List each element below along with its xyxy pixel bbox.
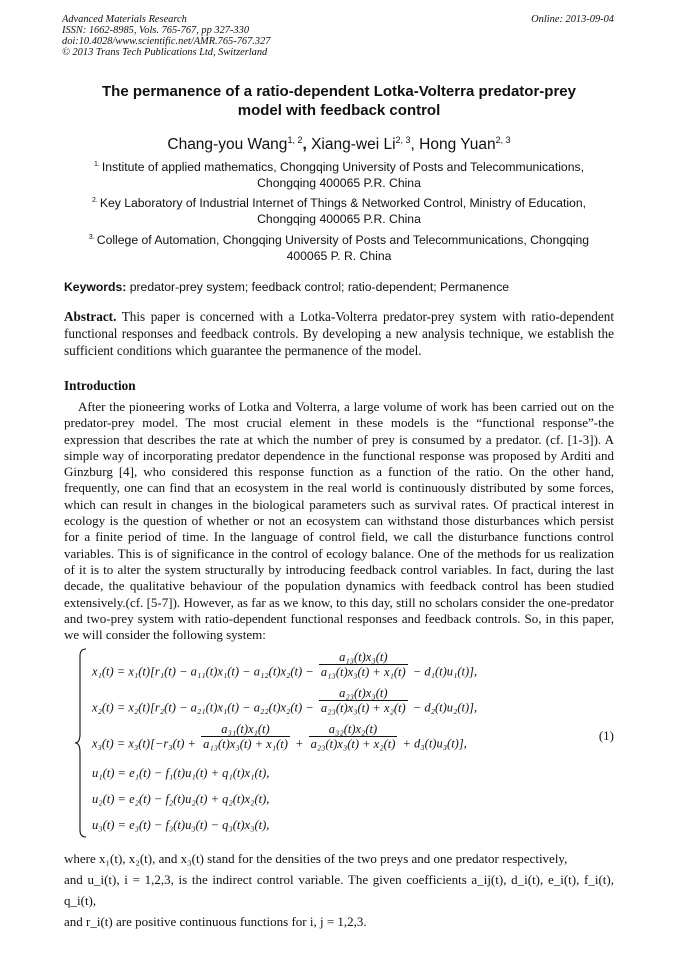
eq3-left: x₃(t) = x₃(t)[−r₃(t) + [92,736,196,751]
author-3: Hong Yuan [419,136,496,153]
eq2-fraction [319,686,408,715]
eq3-plus: + [295,736,304,751]
eq3-numerator-2: a₃₂(t)x₂(t) [309,722,398,737]
eq2-left: x₂(t) = x₂(t)[r₂(t) − a₂₁(t)x₁(t) − a₂₂(t)x₂(t) − [92,700,314,715]
keywords [64,280,614,295]
eq1-fraction [319,650,408,679]
eq1-right: − d₁(t)u₁(t)], [412,664,478,679]
eq2-denominator: a₂₃(t)x₃(t) + x₂(t) [320,701,406,715]
affiliation-1-line1: Institute of applied mathematics, Chongqing University of Posts and Telecommunications, [101,160,584,174]
author-1: Chang-you Wang [167,136,288,153]
left-brace [74,648,88,838]
author-2: Xiang-wei Li [311,136,396,153]
issn-line: ISSN: 1662-8985, Vols. 765-767, pp 327-330 [62,25,250,36]
eq3-fraction-1 [201,722,290,751]
eq1-denominator: a₁₃(t)x₃(t) + x₁(t) [320,665,406,679]
author-2-affil: 2, 3 [395,135,411,145]
where-line-2: and u_i(t), i = 1,2,3, is the indirect control variable. The given coefficients a_ij(t), d_i(t), e_i(t), f_i(t), q_i(t), [64,872,614,908]
title-line-2: model with feedback control [237,102,441,119]
where-line-1: where x₁(t), x₂(t), and x₃(t) stand for the densities of the two preys and one predator respectively, [64,851,568,866]
affiliation-3 [64,230,614,264]
eq1-numerator: a₁₃(t)x₃(t) [319,650,408,665]
author-3-affil: 2, 3 [495,135,511,145]
eq3-right: + d₃(t)u₃(t)], [402,736,467,751]
eq3-numerator-1: a₃₁(t)x₁(t) [201,722,290,737]
title-line-1: The permanence of a ratio-dependent Lotka-Volterra predator-prey [102,83,576,100]
eq3-fraction-2 [309,722,398,751]
keywords-text: predator-prey system; feedback control; ratio-dependent; Permanence [129,280,510,294]
affiliation-2 [64,193,614,227]
affiliation-1 [64,157,614,191]
journal-name: Advanced Materials Research [62,14,187,25]
abstract [64,308,614,359]
equation-number: (1) [598,728,614,743]
keywords-label: Keywords: [64,280,127,294]
equation-system [64,646,614,840]
affiliation-2-line2: Chongqing 400065 P.R. China [257,211,421,226]
equation-x2 [92,686,478,723]
abstract-text: This paper is concerned with a Lotka-Volterra predator-prey system with ratio-dependent functional responses and feedback controls. By developing a new analysis technique, we establish the sufficient conditions which guarantee the permanence of the model. [64,309,614,358]
online-date: Online: 2013-09-04 [531,14,614,25]
equation-u3: u₃(t) = e₃(t) − f₃(t)u₃(t) − q₃(t)x₃(t), [92,818,270,832]
doi-line: doi:10.4028/www.scientific.net/AMR.765-767.327 [62,36,271,47]
variable-definitions [64,848,614,932]
affiliation-3-line2: 400065 P. R. China [286,248,392,263]
eq2-right: − d₂(t)u₂(t)], [412,700,478,715]
copyright-line: © 2013 Trans Tech Publications Ltd, Switzerland [62,47,268,58]
eq2-numerator: a₂₃(t)x₃(t) [319,686,408,701]
author-list: Chang-you Wang$^{1, 2}$, Xiang-wei Li$^{2, 3}$, Hong Yuan$^{2, 3}$ [167,135,511,153]
affiliation-1-mark: 1. [94,161,100,168]
journal-header [62,14,270,58]
paper-title [64,82,614,120]
equation-u1: u₁(t) = e₁(t) − f₁(t)u₁(t) + q₁(t)x₁(t), [92,766,270,780]
where-line-3: and r_i(t) are positive continuous functions for i, j = 1,2,3. [64,914,367,929]
author-1-affil: 1, 2 [287,135,303,145]
section-heading: Introduction [64,378,136,393]
equation-u2: u₂(t) = e₂(t) − f₂(t)u₂(t) + q₂(t)x₂(t), [92,792,270,806]
eq1-left: x₁(t) = x₁(t)[r₁(t) − a₁₁(t)x₁(t) − a₁₂(t)x₂(t) − [92,664,314,679]
affiliation-2-mark: 2. [91,197,98,204]
eq3-denominator-1: a₁₃(t)x₃(t) + x₁(t) [203,737,288,751]
equation-x3 [92,722,467,759]
affiliation-3-mark: 3. [88,234,95,241]
intro-paragraph: After the pioneering works of Lotka and Volterra, a large volume of work has been carried out on the predator-prey model. The most crucial element in these models is the “functional response”-the expression that describes the rate at which the number of prey is consumed by a predator. (cf. [1-3]). A simple way of incorporating predator dependence in the functional response was proposed by Arditi and Ginzburg [4], who considered this response function as a function of the ratio. On the other hand, frequently, one can find that an ecosystem in the real world is continuously distributed by some forces, which can result in changes in the biological parameters such as survival rates. Of practical interest in ecology is the question of whether or not an ecosystem can withstand those disturbances which persist for a finite period of time. In the language of control field, we call the disturbance functions control variables. This is of significance in the control of ecology balance. One of the methods for us realization of it is to alter the system structurally by introducing feedback control variables. In fact, during the last decade, the qualitative behaviour of the population dynamics with feedback control has been studied extensively.(cf. [5-7]). However, as far as we know, to this day, still no scholars consider the one-predator and two-prey system with ratio-dependent functional responses and feedback controls. So, in this paper, we will consider the following system: [64,399,614,643]
affiliation-1-line2: Chongqing 400065 P.R. China [257,175,421,190]
eq3-denominator-2: a₂₃(t)x₃(t) + x₂(t) [310,737,396,751]
equation-x1 [92,650,478,687]
affiliation-3-line1: College of Automation, Chongqing University of Posts and Telecommunications, Chongqing [96,233,590,247]
affiliation-2-line1: Key Laboratory of Industrial Internet of Things & Networked Control, Ministry of Education, [99,196,586,210]
abstract-label: Abstract. [64,309,117,324]
